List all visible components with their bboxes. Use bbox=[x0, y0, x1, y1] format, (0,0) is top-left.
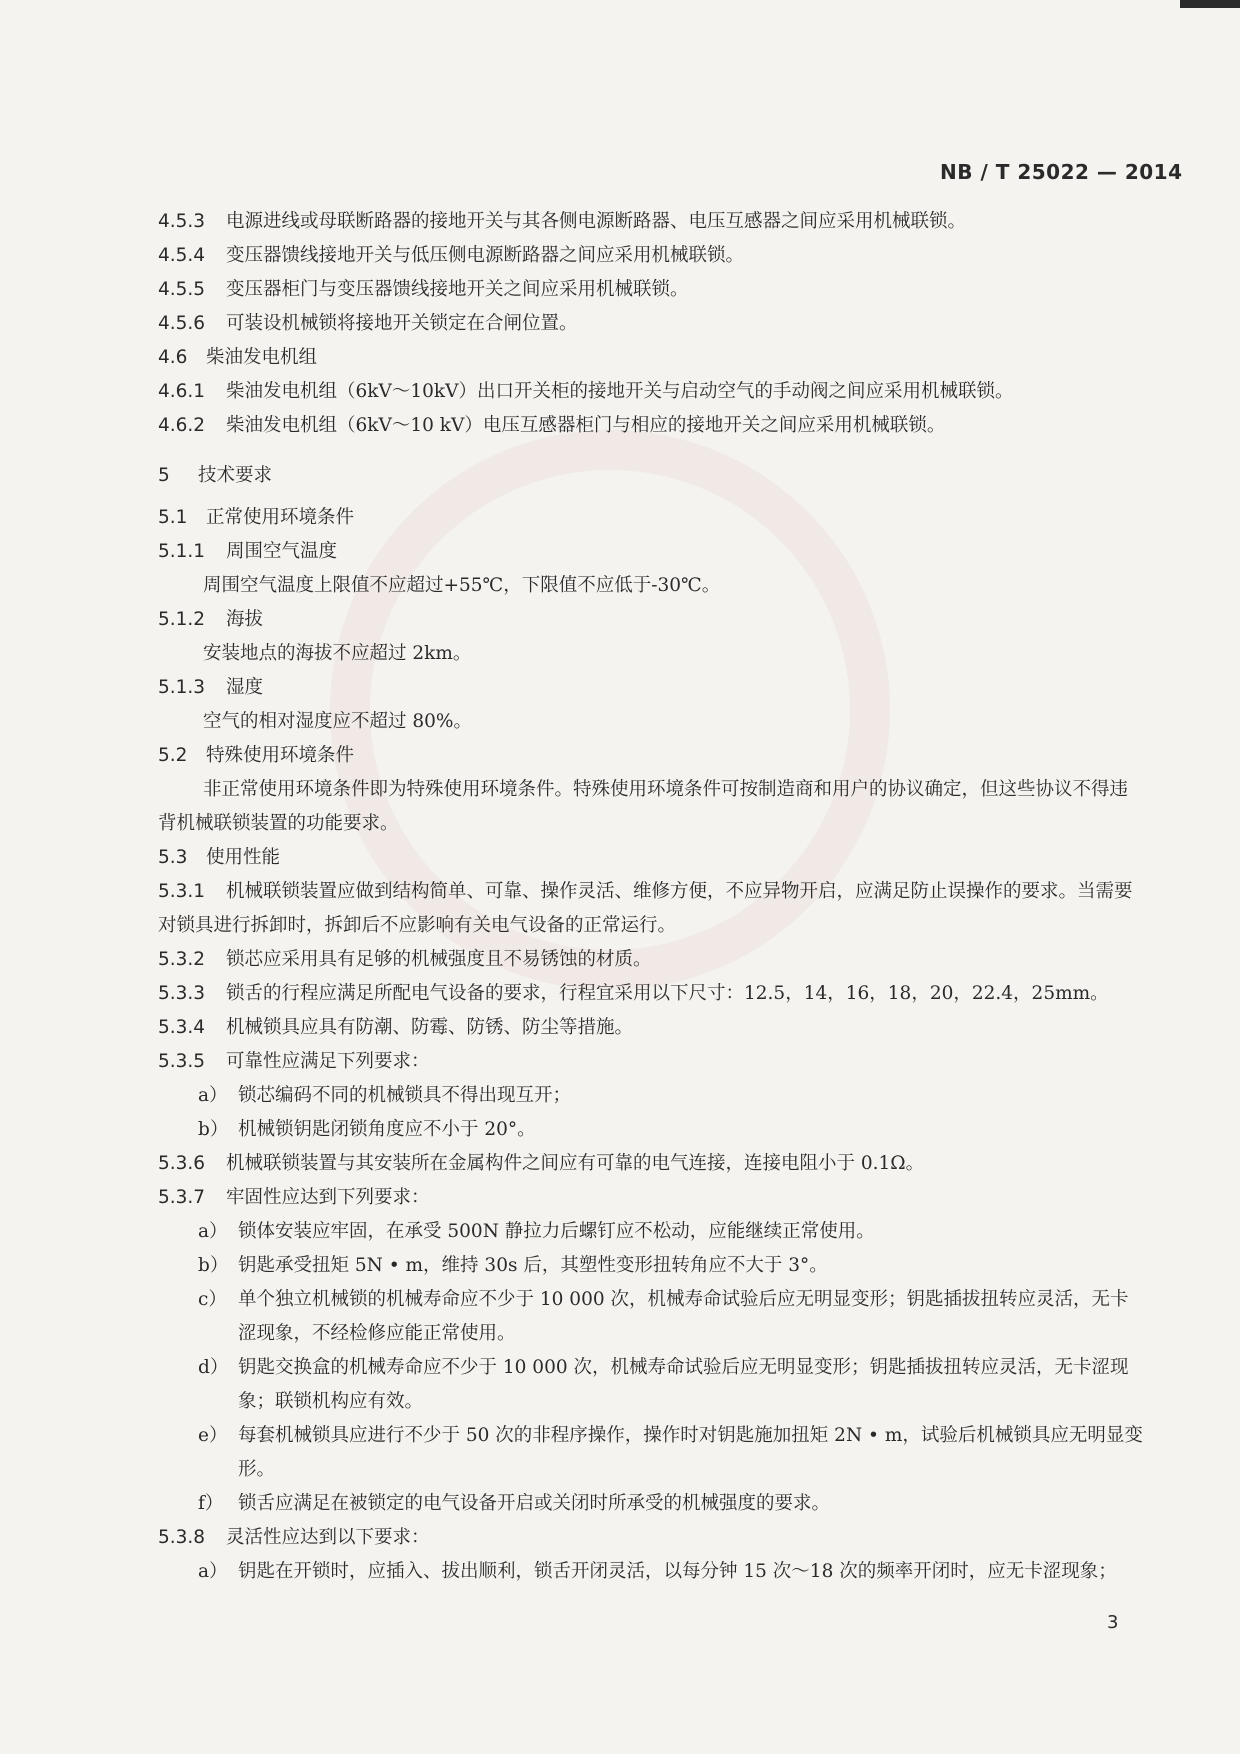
section-5-2 bbox=[158, 739, 1143, 773]
list-item-text: 钥匙交换盒的机械寿命应不少于 10 000 次，机械寿命试验后应无明显变形；钥匙插拔扭转应灵活，无卡涩现象；联锁机构应有效。 bbox=[238, 1357, 1129, 1412]
clause-5-3-1 bbox=[158, 875, 1143, 943]
clause-text: 机械锁具应具有防潮、防霉、防锈、防尘等措施。 bbox=[226, 1017, 634, 1038]
clause-4-6-1 bbox=[158, 375, 1143, 409]
clause-4-5-6 bbox=[158, 307, 1143, 341]
paragraph: 非正常使用环境条件即为特殊使用环境条件。特殊使用环境条件可按制造商和用户的协议确定，但这些协议不得违背机械联锁装置的功能要求。 bbox=[158, 779, 1129, 834]
clause-text: 柴油发电机组（6kV～10kV）出口开关柜的接地开关与启动空气的手动阀之间应采用机械联锁。 bbox=[226, 381, 1014, 402]
clause-number: 5.1.2 bbox=[158, 609, 206, 630]
section-title: 特殊使用环境条件 bbox=[206, 745, 355, 766]
clause-text: 可装设机械锁将接地开关锁定在合闸位置。 bbox=[226, 313, 578, 334]
list-item-text: 机械锁钥匙闭锁角度应不小于 20°。 bbox=[238, 1119, 536, 1140]
clause-5-3-5 bbox=[158, 1045, 1143, 1079]
clause-4-5-5 bbox=[158, 273, 1143, 307]
list-item bbox=[158, 1351, 1143, 1419]
list-item bbox=[158, 1249, 1143, 1283]
chapter-title: 技术要求 bbox=[198, 465, 273, 486]
list-item-label: a） bbox=[198, 1221, 228, 1242]
clause-number: 5.3.5 bbox=[158, 1051, 206, 1072]
chapter-5-heading bbox=[158, 459, 1143, 493]
document-body bbox=[158, 205, 1143, 1589]
list-item-label: b） bbox=[198, 1255, 229, 1276]
clause-text: 机械联锁装置应做到结构简单、可靠、操作灵活、维修方便，不应异物开启，应满足防止误操作的要求。当需要对锁具进行拆卸时，拆卸后不应影响有关电气设备的正常运行。 bbox=[158, 881, 1133, 936]
clause-number: 5.3.8 bbox=[158, 1527, 206, 1548]
list-item-label: c） bbox=[198, 1289, 227, 1310]
clause-text: 牢固性应达到下列要求： bbox=[226, 1187, 430, 1208]
paragraph: 空气的相对湿度应不超过 80%。 bbox=[203, 711, 473, 732]
clause-5-1-3 bbox=[158, 671, 1143, 705]
clause-text: 可靠性应满足下列要求： bbox=[226, 1051, 430, 1072]
list-item bbox=[158, 1283, 1143, 1351]
clause-number: 4.5.3 bbox=[158, 211, 206, 232]
list-item bbox=[158, 1215, 1143, 1249]
list-item bbox=[158, 1487, 1143, 1521]
list-item-text: 锁舌应满足在被锁定的电气设备开启或关闭时所承受的机械强度的要求。 bbox=[238, 1493, 831, 1514]
clause-number: 5.3.6 bbox=[158, 1153, 206, 1174]
section-number: 5.1 bbox=[158, 507, 188, 528]
paragraph: 周围空气温度上限值不应超过+55℃，下限值不应低于-30℃。 bbox=[203, 575, 721, 596]
section-number: 5.3 bbox=[158, 847, 188, 868]
section-number: 5.2 bbox=[158, 745, 188, 766]
list-item bbox=[158, 1555, 1143, 1589]
clause-number: 5.3.2 bbox=[158, 949, 206, 970]
section-title: 柴油发电机组 bbox=[206, 347, 318, 368]
clause-text: 电源进线或母联断路器的接地开关与其各侧电源断路器、电压互感器之间应采用机械联锁。 bbox=[226, 211, 967, 232]
scan-edge-mark bbox=[1180, 0, 1240, 8]
list-item bbox=[158, 1113, 1143, 1147]
clause-number: 5.3.7 bbox=[158, 1187, 206, 1208]
clause-number: 5.3.4 bbox=[158, 1017, 206, 1038]
list-item-text: 单个独立机械锁的机械寿命应不少于 10 000 次，机械寿命试验后应无明显变形；钥匙插拔扭转应灵活，无卡涩现象，不经检修应能正常使用。 bbox=[238, 1289, 1129, 1344]
clause-number: 4.6.1 bbox=[158, 381, 206, 402]
clause-number: 4.5.4 bbox=[158, 245, 206, 266]
list-item-text: 钥匙在开锁时，应插入、拔出顺利，锁舌开闭灵活，以每分钟 15 次～18 次的频率开闭时，应无卡涩现象； bbox=[238, 1561, 1117, 1582]
clause-number: 4.5.6 bbox=[158, 313, 206, 334]
list-item-label: a） bbox=[198, 1561, 228, 1582]
section-5-1 bbox=[158, 501, 1143, 535]
clause-number: 4.6.2 bbox=[158, 415, 206, 436]
clause-5-1-2 bbox=[158, 603, 1143, 637]
list-item-text: 锁体安装应牢固，在承受 500N 静拉力后螺钉应不松动，应能继续正常使用。 bbox=[238, 1221, 875, 1242]
section-title: 使用性能 bbox=[206, 847, 281, 868]
clause-text: 锁舌的行程应满足所配电气设备的要求，行程宜采用以下尺寸：12.5，14，16，18，20，22.4，25mm。 bbox=[226, 983, 1109, 1004]
list-item-text: 钥匙承受扭矩 5N • m，维持 30s 后，其塑性变形扭转角应不大于 3°。 bbox=[238, 1255, 828, 1276]
clause-number: 4.5.5 bbox=[158, 279, 206, 300]
clause-text: 锁芯应采用具有足够的机械强度且不易锈蚀的材质。 bbox=[226, 949, 652, 970]
list-item-label: b） bbox=[198, 1119, 229, 1140]
clause-text: 变压器柜门与变压器馈线接地开关之间应采用机械联锁。 bbox=[226, 279, 689, 300]
list-item-text: 锁芯编码不同的机械锁具不得出现互开； bbox=[238, 1085, 572, 1106]
standard-code: NB / T 25022 — 2014 bbox=[940, 160, 1183, 184]
clause-number: 5.3.1 bbox=[158, 881, 206, 902]
clause-number: 5.1.1 bbox=[158, 541, 206, 562]
section-title: 正常使用环境条件 bbox=[206, 507, 355, 528]
list-item bbox=[158, 1079, 1143, 1113]
clause-5-3-8 bbox=[158, 1521, 1143, 1555]
list-item-text: 每套机械锁具应进行不少于 50 次的非程序操作，操作时对钥匙施加扭矩 2N • m，试验后机械锁具应无明显变形。 bbox=[238, 1425, 1143, 1480]
clause-title: 海拔 bbox=[226, 609, 264, 630]
clause-5-3-7 bbox=[158, 1181, 1143, 1215]
clause-5-3-4 bbox=[158, 1011, 1143, 1045]
chapter-number: 5 bbox=[158, 465, 170, 486]
clause-text: 机械联锁装置与其安装所在金属构件之间应有可靠的电气连接，连接电阻小于 0.1Ω。 bbox=[226, 1153, 925, 1174]
clause-number: 5.3.3 bbox=[158, 983, 206, 1004]
paragraph: 安装地点的海拔不应超过 2km。 bbox=[203, 643, 472, 664]
section-4-6 bbox=[158, 341, 1143, 375]
clause-title: 周围空气温度 bbox=[226, 541, 338, 562]
clause-text: 灵活性应达到以下要求： bbox=[226, 1527, 430, 1548]
clause-text: 变压器馈线接地开关与低压侧电源断路器之间应采用机械联锁。 bbox=[226, 245, 745, 266]
clause-4-5-3 bbox=[158, 205, 1143, 239]
clause-5-3-3 bbox=[158, 977, 1143, 1011]
clause-title: 湿度 bbox=[226, 677, 264, 698]
clause-5-3-2 bbox=[158, 943, 1143, 977]
list-item bbox=[158, 1419, 1143, 1487]
clause-text: 柴油发电机组（6kV～10 kV）电压互感器柜门与相应的接地开关之间应采用机械联锁。 bbox=[226, 415, 946, 436]
section-5-3 bbox=[158, 841, 1143, 875]
clause-number: 5.1.3 bbox=[158, 677, 206, 698]
page-number: 3 bbox=[1107, 1612, 1119, 1633]
clause-4-5-4 bbox=[158, 239, 1143, 273]
clause-4-6-2 bbox=[158, 409, 1143, 443]
list-item-label: d） bbox=[198, 1357, 229, 1378]
clause-5-3-6 bbox=[158, 1147, 1143, 1181]
clause-5-1-1 bbox=[158, 535, 1143, 569]
list-item-label: f） bbox=[198, 1493, 224, 1514]
list-item-label: e） bbox=[198, 1425, 228, 1446]
list-item-label: a） bbox=[198, 1085, 228, 1106]
section-number: 4.6 bbox=[158, 347, 188, 368]
